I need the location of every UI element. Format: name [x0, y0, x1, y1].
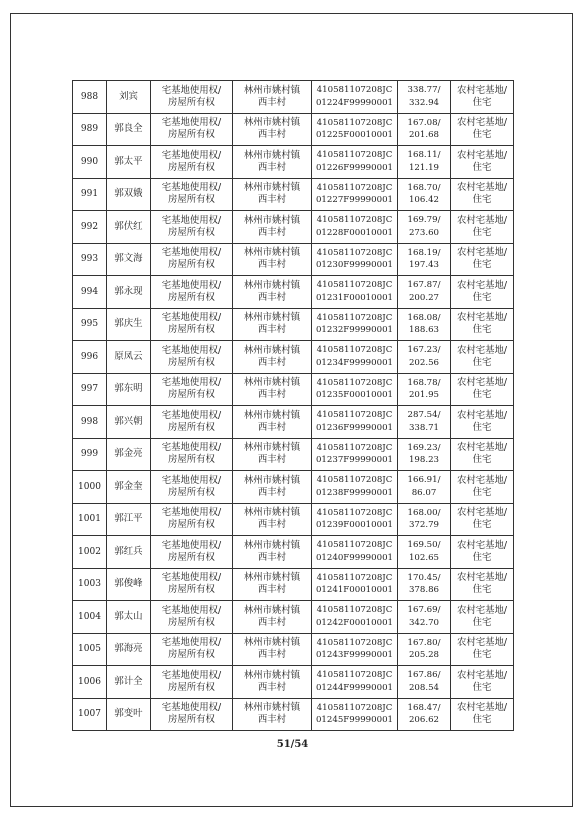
location-cell: 林州市姚村镇 西丰村	[233, 633, 312, 666]
land-use-cell: 农村宅基地/ 住宅	[451, 698, 514, 731]
location-cell: 林州市姚村镇 西丰村	[233, 308, 312, 341]
holder-name-cell: 郭俊峰	[107, 568, 151, 601]
area-cell: 167.87/ 200.27	[398, 276, 451, 309]
location-cell: 林州市姚村镇 西丰村	[233, 601, 312, 634]
location-cell: 林州市姚村镇 西丰村	[233, 243, 312, 276]
location-cell: 林州市姚村镇 西丰村	[233, 568, 312, 601]
land-use-cell: 农村宅基地/ 住宅	[451, 503, 514, 536]
location-cell: 林州市姚村镇 西丰村	[233, 113, 312, 146]
record-number-cell: 991	[73, 178, 107, 211]
land-use-cell: 农村宅基地/ 住宅	[451, 243, 514, 276]
holder-name-cell: 郭计全	[107, 666, 151, 699]
area-cell: 168.47/ 206.62	[398, 698, 451, 731]
record-number-cell: 1001	[73, 503, 107, 536]
right-type-cell: 宅基地使用权/ 房屋所有权	[151, 666, 233, 699]
area-cell: 167.69/ 342.70	[398, 601, 451, 634]
table-row	[73, 146, 514, 179]
table-row	[73, 211, 514, 244]
holder-name-cell: 郭太平	[107, 146, 151, 179]
parcel-code-cell: 410581107208JC 01238F99990001	[312, 471, 398, 504]
right-type-cell: 宅基地使用权/ 房屋所有权	[151, 341, 233, 374]
table-row	[73, 81, 514, 114]
record-number-cell: 989	[73, 113, 107, 146]
location-cell: 林州市姚村镇 西丰村	[233, 406, 312, 439]
table-row	[73, 308, 514, 341]
land-use-cell: 农村宅基地/ 住宅	[451, 113, 514, 146]
holder-name-cell: 郭变叶	[107, 698, 151, 731]
table-row	[73, 666, 514, 699]
land-use-cell: 农村宅基地/ 住宅	[451, 81, 514, 114]
holder-name-cell: 郭永现	[107, 276, 151, 309]
parcel-code-cell: 410581107208JC 01243F99990001	[312, 633, 398, 666]
area-cell: 168.78/ 201.95	[398, 373, 451, 406]
holder-name-cell: 郭良全	[107, 113, 151, 146]
parcel-code-cell: 410581107208JC 01244F99990001	[312, 666, 398, 699]
land-use-cell: 农村宅基地/ 住宅	[451, 438, 514, 471]
land-use-cell: 农村宅基地/ 住宅	[451, 146, 514, 179]
right-type-cell: 宅基地使用权/ 房屋所有权	[151, 698, 233, 731]
page-number: 51/54	[276, 739, 309, 750]
parcel-code-cell: 410581107208JC 01234F99990001	[312, 341, 398, 374]
table-row	[73, 471, 514, 504]
land-use-cell: 农村宅基地/ 住宅	[451, 341, 514, 374]
location-cell: 林州市姚村镇 西丰村	[233, 81, 312, 114]
location-cell: 林州市姚村镇 西丰村	[233, 276, 312, 309]
holder-name-cell: 郭江平	[107, 503, 151, 536]
right-type-cell: 宅基地使用权/ 房屋所有权	[151, 276, 233, 309]
parcel-code-cell: 410581107208JC 01242F00010001	[312, 601, 398, 634]
record-number-cell: 1002	[73, 536, 107, 569]
table-row	[73, 373, 514, 406]
parcel-code-cell: 410581107208JC 01237F99990001	[312, 438, 398, 471]
parcel-code-cell: 410581107208JC 01235F00010001	[312, 373, 398, 406]
right-type-cell: 宅基地使用权/ 房屋所有权	[151, 601, 233, 634]
area-cell: 168.08/ 188.63	[398, 308, 451, 341]
parcel-code-cell: 410581107208JC 01225F00010001	[312, 113, 398, 146]
land-use-cell: 农村宅基地/ 住宅	[451, 633, 514, 666]
land-use-cell: 农村宅基地/ 住宅	[451, 178, 514, 211]
land-use-cell: 农村宅基地/ 住宅	[451, 536, 514, 569]
right-type-cell: 宅基地使用权/ 房屋所有权	[151, 406, 233, 439]
parcel-code-cell: 410581107208JC 01239F00010001	[312, 503, 398, 536]
record-number-cell: 1006	[73, 666, 107, 699]
table-row	[73, 341, 514, 374]
holder-name-cell: 郭东明	[107, 373, 151, 406]
right-type-cell: 宅基地使用权/ 房屋所有权	[151, 438, 233, 471]
parcel-code-cell: 410581107208JC 01230F99990001	[312, 243, 398, 276]
right-type-cell: 宅基地使用权/ 房屋所有权	[151, 536, 233, 569]
parcel-code-cell: 410581107208JC 01227F99990001	[312, 178, 398, 211]
table-row	[73, 113, 514, 146]
land-use-cell: 农村宅基地/ 住宅	[451, 471, 514, 504]
parcel-code-cell: 410581107208JC 01240F99990001	[312, 536, 398, 569]
area-cell: 169.79/ 273.60	[398, 211, 451, 244]
area-cell: 168.11/ 121.19	[398, 146, 451, 179]
holder-name-cell: 郭金亮	[107, 438, 151, 471]
record-number-cell: 1004	[73, 601, 107, 634]
table-row	[73, 243, 514, 276]
table-row	[73, 178, 514, 211]
table-row	[73, 568, 514, 601]
right-type-cell: 宅基地使用权/ 房屋所有权	[151, 568, 233, 601]
area-cell: 167.86/ 208.54	[398, 666, 451, 699]
parcel-code-cell: 410581107208JC 01232F99990001	[312, 308, 398, 341]
table-row	[73, 276, 514, 309]
holder-name-cell: 郭伏红	[107, 211, 151, 244]
record-number-cell: 994	[73, 276, 107, 309]
holder-name-cell: 郭兴朝	[107, 406, 151, 439]
location-cell: 林州市姚村镇 西丰村	[233, 536, 312, 569]
area-cell: 169.23/ 198.23	[398, 438, 451, 471]
registry-table-body	[73, 81, 514, 731]
right-type-cell: 宅基地使用权/ 房屋所有权	[151, 146, 233, 179]
record-number-cell: 992	[73, 211, 107, 244]
registry-table	[72, 80, 514, 731]
holder-name-cell: 刘宾	[107, 81, 151, 114]
right-type-cell: 宅基地使用权/ 房屋所有权	[151, 243, 233, 276]
right-type-cell: 宅基地使用权/ 房屋所有权	[151, 633, 233, 666]
holder-name-cell: 郭红兵	[107, 536, 151, 569]
land-use-cell: 农村宅基地/ 住宅	[451, 373, 514, 406]
table-row	[73, 633, 514, 666]
holder-name-cell: 原凤云	[107, 341, 151, 374]
right-type-cell: 宅基地使用权/ 房屋所有权	[151, 113, 233, 146]
record-number-cell: 990	[73, 146, 107, 179]
right-type-cell: 宅基地使用权/ 房屋所有权	[151, 178, 233, 211]
land-use-cell: 农村宅基地/ 住宅	[451, 276, 514, 309]
area-cell: 287.54/ 338.71	[398, 406, 451, 439]
location-cell: 林州市姚村镇 西丰村	[233, 666, 312, 699]
land-use-cell: 农村宅基地/ 住宅	[451, 308, 514, 341]
location-cell: 林州市姚村镇 西丰村	[233, 438, 312, 471]
table-row	[73, 698, 514, 731]
area-cell: 170.45/ 378.86	[398, 568, 451, 601]
location-cell: 林州市姚村镇 西丰村	[233, 373, 312, 406]
right-type-cell: 宅基地使用权/ 房屋所有权	[151, 211, 233, 244]
record-number-cell: 1000	[73, 471, 107, 504]
right-type-cell: 宅基地使用权/ 房屋所有权	[151, 308, 233, 341]
record-number-cell: 988	[73, 81, 107, 114]
record-number-cell: 993	[73, 243, 107, 276]
land-use-cell: 农村宅基地/ 住宅	[451, 406, 514, 439]
parcel-code-cell: 410581107208JC 01224F99990001	[312, 81, 398, 114]
parcel-code-cell: 410581107208JC 01236F99990001	[312, 406, 398, 439]
right-type-cell: 宅基地使用权/ 房屋所有权	[151, 81, 233, 114]
right-type-cell: 宅基地使用权/ 房屋所有权	[151, 503, 233, 536]
location-cell: 林州市姚村镇 西丰村	[233, 503, 312, 536]
record-number-cell: 996	[73, 341, 107, 374]
location-cell: 林州市姚村镇 西丰村	[233, 146, 312, 179]
location-cell: 林州市姚村镇 西丰村	[233, 471, 312, 504]
land-use-cell: 农村宅基地/ 住宅	[451, 601, 514, 634]
location-cell: 林州市姚村镇 西丰村	[233, 698, 312, 731]
area-cell: 338.77/ 332.94	[398, 81, 451, 114]
table-row	[73, 536, 514, 569]
location-cell: 林州市姚村镇 西丰村	[233, 178, 312, 211]
record-number-cell: 998	[73, 406, 107, 439]
record-number-cell: 1007	[73, 698, 107, 731]
holder-name-cell: 郭金奎	[107, 471, 151, 504]
land-use-cell: 农村宅基地/ 住宅	[451, 666, 514, 699]
area-cell: 166.91/ 86.07	[398, 471, 451, 504]
holder-name-cell: 郭庆生	[107, 308, 151, 341]
location-cell: 林州市姚村镇 西丰村	[233, 211, 312, 244]
parcel-code-cell: 410581107208JC 01245F99990001	[312, 698, 398, 731]
area-cell: 167.80/ 205.28	[398, 633, 451, 666]
parcel-code-cell: 410581107208JC 01228F00010001	[312, 211, 398, 244]
parcel-code-cell: 410581107208JC 01231F00010001	[312, 276, 398, 309]
area-cell: 169.50/ 102.65	[398, 536, 451, 569]
record-number-cell: 1003	[73, 568, 107, 601]
holder-name-cell: 郭海亮	[107, 633, 151, 666]
parcel-code-cell: 410581107208JC 01226F99990001	[312, 146, 398, 179]
record-number-cell: 999	[73, 438, 107, 471]
record-number-cell: 1005	[73, 633, 107, 666]
area-cell: 167.08/ 201.68	[398, 113, 451, 146]
record-number-cell: 995	[73, 308, 107, 341]
area-cell: 168.00/ 372.79	[398, 503, 451, 536]
table-row	[73, 438, 514, 471]
area-cell: 168.70/ 106.42	[398, 178, 451, 211]
holder-name-cell: 郭文海	[107, 243, 151, 276]
table-row	[73, 601, 514, 634]
area-cell: 168.19/ 197.43	[398, 243, 451, 276]
right-type-cell: 宅基地使用权/ 房屋所有权	[151, 373, 233, 406]
area-cell: 167.23/ 202.56	[398, 341, 451, 374]
right-type-cell: 宅基地使用权/ 房屋所有权	[151, 471, 233, 504]
land-use-cell: 农村宅基地/ 住宅	[451, 211, 514, 244]
parcel-code-cell: 410581107208JC 01241F00010001	[312, 568, 398, 601]
holder-name-cell: 郭双娥	[107, 178, 151, 211]
location-cell: 林州市姚村镇 西丰村	[233, 341, 312, 374]
land-use-cell: 农村宅基地/ 住宅	[451, 568, 514, 601]
table-row	[73, 503, 514, 536]
table-row	[73, 406, 514, 439]
record-number-cell: 997	[73, 373, 107, 406]
holder-name-cell: 郭太山	[107, 601, 151, 634]
